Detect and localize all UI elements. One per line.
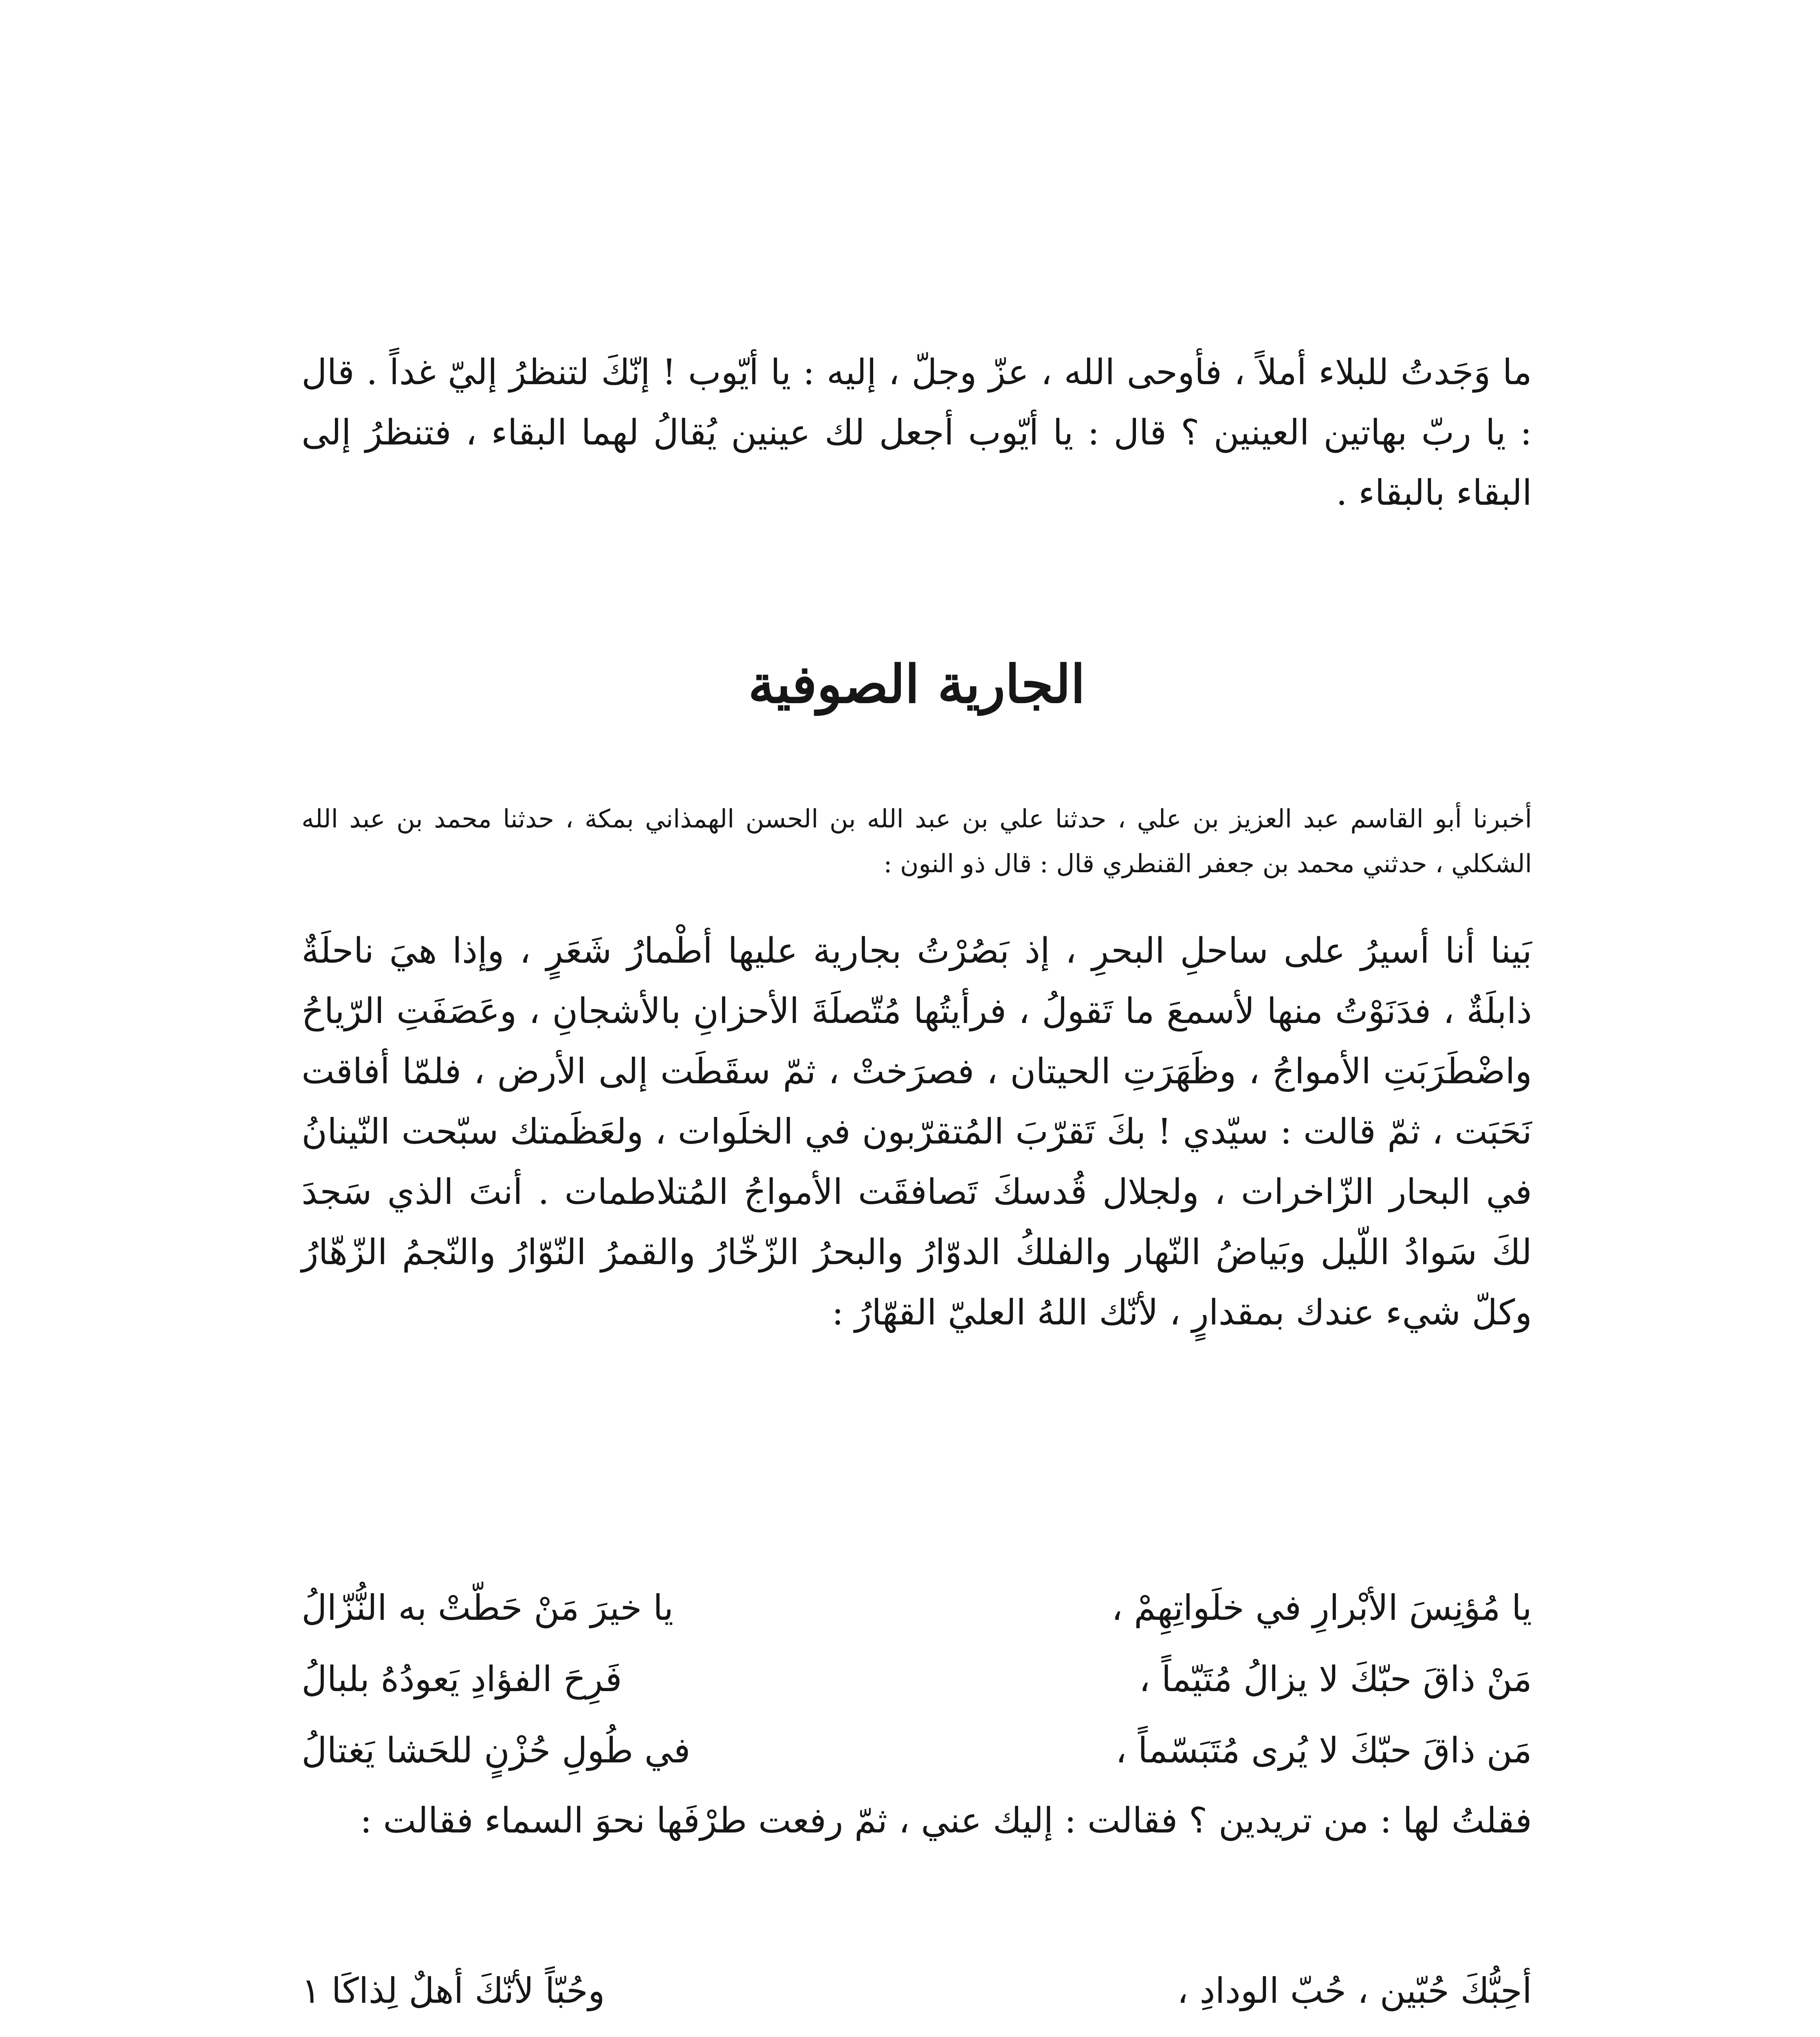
verse-second-hemistich: يا خيرَ مَنْ حَطّتْ به النُّزّالُ bbox=[301, 1588, 673, 1628]
intro-paragraph: ما وَجَدتُ للبلاء أملاً ، فأوحى الله ، عزّ وجلّ ، إليه : يا أيّوب ! إنّكَ لتنظرُ إليّ غداً . قال : يا ربّ بهاتين العينين ؟ قال : يا أيّوب أجعل لك عينين يُقالُ لهما البقاء ، فتنظرُ إلى البقاء بالبقاء . bbox=[301, 352, 1532, 513]
verse-line bbox=[301, 1573, 1532, 1644]
verse-group bbox=[301, 1573, 1532, 1786]
verse-first-hemistich: مَن ذاقَ حبّكَ لا يُرى مُتَبَسّماً ، bbox=[1115, 1730, 1532, 1771]
verse-first-hemistich: أحِبُّكَ حُبّين ، حُبّ الودادِ ، bbox=[1177, 1971, 1532, 2011]
section-title: الجارية الصوفية bbox=[748, 654, 1085, 715]
verse-second-hemistich: وحُبّاً لأنّكَ أهلٌ لِذاكَا ١ bbox=[301, 1971, 605, 2011]
verse-line bbox=[301, 1715, 1532, 1786]
verse-first-hemistich: مَنْ ذاقَ حبّكَ لا يزالُ مُتَيّماً ، bbox=[1139, 1659, 1532, 1700]
final-verse bbox=[301, 1956, 1532, 2027]
verse-second-hemistich: فَرِحَ الفؤادِ يَعودُهُ بلبالُ bbox=[301, 1659, 622, 1700]
after-verses-paragraph: فقلتُ لها : من تريدين ؟ فقالت : إليك عني ، ثمّ رفعت طرْفَها نحوَ السماء فقالت : bbox=[360, 1800, 1532, 1841]
verse-second-hemistich: في طُولِ حُزْنٍ للحَشا يَغتالُ bbox=[301, 1730, 691, 1771]
verse-line bbox=[301, 1644, 1532, 1715]
verse-first-hemistich: يا مُؤنِسَ الأبْرارِ في خلَواتِهِمْ ، bbox=[1111, 1588, 1532, 1628]
isnad-chain: أخبرنا أبو القاسم عبد العزيز بن علي ، حدثنا علي بن عبد الله بن الحسن الهمذاني بمكة ، حدثنا محمد بن عبد الله الشكلي ، حدثني محمد بن جعفر القنطري قال : قال ذو النون : bbox=[301, 804, 1532, 878]
verse-line bbox=[301, 1956, 1532, 2027]
body-paragraph: بَينا أنا أسيرُ على ساحلِ البحرِ ، إذ بَصُرْتُ بجارية عليها أطْمارُ شَعَرٍ ، وإذا هيَ ناحلَةٌ ذابلَةٌ ، فدَنَوْتُ منها لأسمعَ ما تَقولُ ، فرأيتُها مُتّصلَةَ الأحزانِ بالأشجانِ ، وعَصَفَتِ الرّياحُ واضْطَرَبَتِ الأمواجُ ، وظَهَرَتِ الحيتان ، فصرَختْ ، ثمّ سقَطَت إلى الأرض ، فلمّا أفاقت نَحَبَت ، ثمّ قالت : سيّدي ! بكَ تَقرّبَ المُتقرّبون في الخلَوات ، ولعَظَمتك سبّحت النّينانُ في البحار الزّاخرات ، ولجلال قُدسكَ تَصافقَت الأمواجُ المُتلاطمات . أنتَ الذي سَجدَ لكَ سَوادُ اللّيل وبَياضُ النّهار والفلكُ الدوّارُ والبحرُ الزّخّارُ والقمرُ النّوّارُ والنّجمُ الزّهّارُ وكلّ شيء عندك بمقدارٍ ، لأنّك اللهُ العليّ القهّارُ : bbox=[301, 931, 1532, 1333]
